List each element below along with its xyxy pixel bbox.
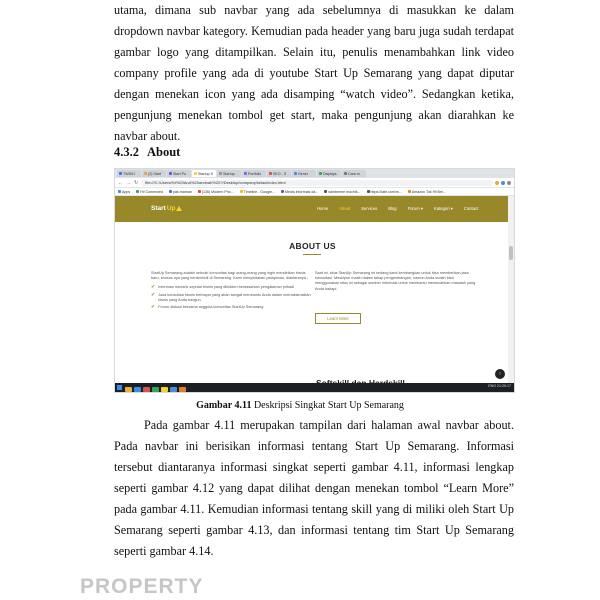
bookmark-label: Apps [122, 189, 131, 194]
section-heading [114, 145, 180, 160]
back-icon[interactable]: ← [118, 179, 123, 186]
browser-tab-bar [115, 169, 514, 178]
browser-tab[interactable] [292, 170, 316, 177]
bookmark-icon [408, 190, 411, 193]
taskbar-app-icon[interactable] [170, 387, 177, 392]
logo-accent: Up [166, 205, 176, 212]
bookmark-item[interactable] [281, 190, 318, 194]
section-number: 4.3.2 [114, 145, 139, 159]
browser-tab[interactable] [192, 170, 216, 177]
tab-label: Startup [223, 171, 235, 176]
caption-label: Gambar 4.11 [196, 400, 252, 411]
taskbar-app-icon[interactable] [161, 387, 168, 392]
favicon-icon [244, 172, 247, 175]
taskbar-icons [125, 379, 188, 394]
favicon-icon [269, 172, 272, 175]
about-section [115, 222, 510, 384]
about-right-column [315, 271, 477, 292]
extension-icon[interactable] [495, 181, 499, 185]
nav-item[interactable]: Kategori ▾ [433, 206, 453, 211]
bookmark-label: Amazon Tok 99 Bei... [411, 189, 446, 194]
browser-tab[interactable] [217, 170, 241, 177]
extension-icon[interactable] [501, 181, 505, 185]
forward-icon[interactable]: → [126, 179, 131, 186]
favicon-icon [294, 172, 297, 175]
checklist-text: Informasi menarik seputar bisnis yang dihidden berdasarkan pengalaman pribadi [158, 285, 295, 290]
windows-start-icon[interactable] [117, 385, 122, 390]
scroll-top-button[interactable]: ↑ [495, 369, 505, 379]
system-tray: ENG 21:29:17 [488, 384, 511, 388]
bookmark-label: Hi! Connected [140, 189, 163, 194]
section-title: About [147, 145, 181, 159]
learn-more-button[interactable]: Learn More [315, 313, 361, 324]
paragraph-top: utama, dimana sub navbar yang ada sebelumnya di masukkan ke dalam dropdown navbar kategory. Kemudian pada header yang baru juga sudah terdapat gambar logo yang ditampilkan. Selain itu, penulis menambahkan link video company profile yang ada di youtube Start Up Semarang yang dapat diputar dengan menekan icon yang ada disamping “watch video”. Sedangkan ketika, pengunjung menekan tombol get start, maka pengunjung akan diarahkan ke navbar about. [114, 3, 514, 143]
page-scrollbar[interactable] [508, 196, 514, 384]
title-underline [303, 254, 321, 255]
bookmark-item[interactable] [136, 190, 163, 194]
taskbar-app-icon[interactable] [179, 387, 186, 392]
bookmark-icon [281, 190, 284, 193]
bookmark-label: https://late.com/m... [370, 189, 402, 194]
bookmark-item[interactable] [118, 190, 130, 194]
favicon-icon [319, 172, 322, 175]
about-title: ABOUT US [289, 241, 336, 251]
scrollbar-thumb[interactable] [509, 246, 513, 260]
logo-triangle-icon [176, 206, 182, 211]
logo-text: Start [151, 205, 166, 212]
profile-icon[interactable] [507, 181, 511, 185]
caption-text: Deskripsi Singkat Start Up Semarang [253, 400, 404, 411]
checklist-text: Forum diskusi bersama anggota komunitas StartUp Semarang [158, 305, 264, 310]
bookmark-label: Media informasi da... [284, 189, 319, 194]
figure-caption [0, 400, 600, 411]
favicon-icon [344, 172, 347, 175]
favicon-icon [219, 172, 222, 175]
favicon-icon [169, 172, 172, 175]
tab-label: Start Pu [173, 171, 186, 176]
site-navbar [115, 196, 510, 222]
figure-screenshot [114, 168, 515, 393]
check-icon: ✔ [151, 284, 156, 291]
tab-label: Portfolio [248, 171, 262, 176]
browser-tab[interactable] [342, 170, 366, 177]
bookmark-label: Timeline - Google... [243, 189, 275, 194]
check-icon: ✔ [151, 291, 156, 298]
check-icon: ✔ [151, 304, 156, 311]
browser-tab[interactable] [267, 170, 291, 177]
service-checklist [151, 285, 311, 310]
tab-label: Cara m [348, 171, 360, 176]
taskbar-app-icon[interactable] [134, 387, 141, 392]
nav-item[interactable]: About [339, 206, 351, 211]
bookmarks-bar [115, 188, 514, 196]
tab-label: TWD01 [123, 171, 136, 176]
bookmark-label: (136) Modern Pho... [201, 189, 234, 194]
taskbar-app-icon[interactable] [143, 387, 150, 392]
tab-label: (2) Start [148, 171, 161, 176]
bookmark-item[interactable] [324, 190, 360, 194]
bookmark-icon [136, 190, 139, 193]
bookmark-icon [240, 190, 243, 193]
favicon-icon [144, 172, 147, 175]
paragraph-bottom: Pada gambar 4.11 merupakan tampilan dari halaman awal navbar about. Pada navbar ini berisikan informasi tentang Start Up Semarang. Informasi tersebut diantaranya informasi singkat seperti gambar 4.11, informasi lengkap seperti gambar 4.12 yang dapat dilihat dengan menekan tombol “Learn More” pada gambar 4.11. Kemudian informasi tentang skill yang di miliki oleh Start Up Semarang seperti gambar 4.13, dan informasi tentang tim Start Up Semarang seperti gambar 4.14. [114, 418, 514, 558]
site-logo[interactable] [151, 205, 182, 212]
tab-label: Startup S [198, 171, 213, 176]
reload-icon[interactable]: ↻ [134, 179, 139, 186]
bookmark-icon [169, 190, 172, 193]
site-menu [317, 206, 489, 211]
bookmark-icon [118, 190, 121, 193]
bookmark-icon [198, 190, 201, 193]
browser-tab[interactable] [317, 170, 341, 177]
bookmark-item[interactable] [240, 190, 275, 194]
about-left-column [151, 271, 311, 312]
browser-tab[interactable] [117, 170, 141, 177]
checklist-item [151, 293, 311, 303]
bookmark-item[interactable] [169, 190, 192, 194]
taskbar-app-icon[interactable] [125, 387, 132, 392]
bookmark-item[interactable] [367, 190, 402, 194]
checklist-item [151, 305, 311, 310]
tab-label: SEO - S [273, 171, 287, 176]
bookmark-label: pak.maman [172, 189, 192, 194]
about-intro: StartUp Semarang adalah sebuah komunitas bagi orang-orang yang ingin mendirikan bisnis baru, khusus nya yang berdomisili di Semarang. Kami menyediakan pelayanan, diantaranya : [151, 271, 309, 281]
windows-taskbar [115, 383, 514, 392]
bookmark-label: sdmbeeee mochik... [328, 189, 361, 194]
tab-label: Gener [298, 171, 308, 176]
nav-item[interactable]: Contact [463, 206, 479, 211]
bookmark-icon [324, 190, 327, 193]
about-right-text: Saat ini, situs StartUp Semarang ini sedang kami kembangkan untuk bisa memberikan jasa konsultasi. Meskipun masih dalam tahap pengembangan, namun Anda sudah bisa menggunakan situs ini sebagai sumber informasi untuk membantu memecahkan masalah yang Anda hadapi. [315, 271, 476, 291]
browser-tab[interactable] [242, 170, 266, 177]
nav-item[interactable]: Services [361, 206, 378, 211]
nav-item[interactable]: Home [317, 206, 329, 211]
bookmark-icon [367, 190, 370, 193]
bookmark-item[interactable] [408, 190, 446, 194]
tab-label: Displays [323, 171, 337, 176]
taskbar-app-icon[interactable] [152, 387, 159, 392]
favicon-icon [194, 172, 197, 175]
watermark: PROPERTY [80, 575, 204, 598]
favicon-icon [119, 172, 122, 175]
nav-item[interactable]: Forum ▾ [407, 206, 423, 211]
nav-item[interactable]: Blog [388, 206, 397, 211]
checklist-text: Jasa konsultasi bisnis berbayar yang akan sangat membantu Anda dalam memaksimalkan bisnis yang Anda bangun. [158, 292, 311, 302]
url-field[interactable]: file:///C:/Users/94%20And%20andnah%20?/Desktop/company/kelas/index.html [141, 180, 493, 186]
checklist-item [151, 285, 311, 290]
browser-address-bar [115, 178, 514, 188]
browser-tab[interactable] [167, 170, 191, 177]
bookmark-item[interactable] [198, 190, 234, 194]
browser-tab[interactable] [142, 170, 166, 177]
